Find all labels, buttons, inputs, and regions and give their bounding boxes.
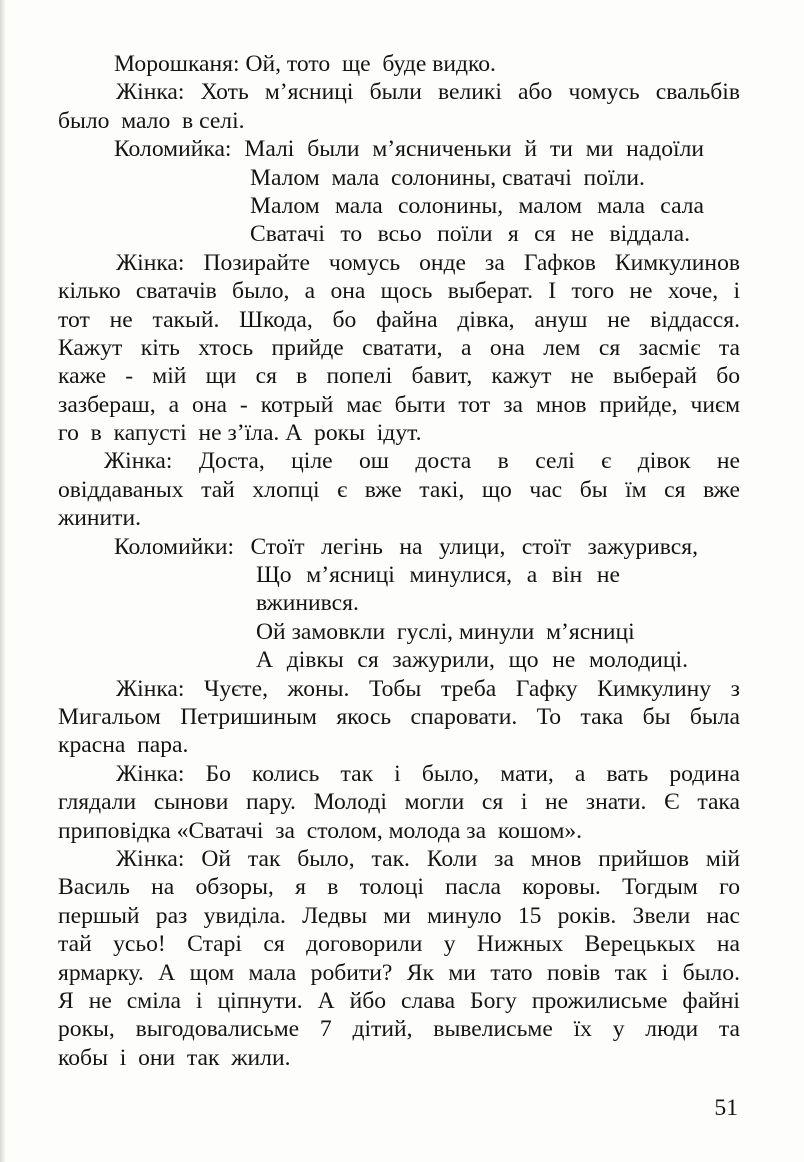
text-line: Мигальом Петришиным якось спаровати. То така бы была [58, 703, 740, 730]
text-line: Жінка: Хоть м’ясниці были великі або чомусь свальбів [116, 79, 740, 106]
text-line: Сватачі то всьо поїли я ся не віддала. [250, 221, 690, 248]
text-line: рокы, выгодовалисьме 7 дітий, вывелисьме їх у люди та [58, 1016, 740, 1043]
text-line: вжинився. [256, 590, 359, 617]
text-line: Жінка: Доста, ціле ош доста в селі є дівок не [104, 448, 740, 475]
text-line: красна пара. [58, 732, 189, 759]
text-line: Ой замовкли гуслі, минули м’ясниці [256, 618, 635, 645]
text-line: тот не такый. Шкода, бо файна дівка, ануш не віддасся. [58, 306, 740, 333]
text-block [58, 50, 740, 1072]
text-line: першый раз увиділа. Ледвы ми минуло 15 років. Звели нас [58, 902, 740, 929]
text-line: жинити. [58, 505, 142, 532]
text-line: Я не сміла і ціпнути. А йбо слава Богу прожилисьме файні [58, 987, 740, 1014]
text-line: ярмарку. А щом мала робити? Як ми тато повів так і было. [58, 959, 740, 986]
text-line: Жінка: Бо колись так і было, мати, а вать родина [116, 760, 740, 787]
text-line: глядали сынови пару. Молоді могли ся і не знати. Є така [58, 789, 740, 816]
text-line: Морошканя: Ой, тото ще буде видко. [114, 51, 496, 77]
text-line: кілько сватачів было, а она щось выберат. І того не хоче, і [58, 278, 740, 305]
page-spine-shadow [0, 0, 6, 1162]
text-line: приповідка «Сватачі за столом, молода за кошом». [58, 817, 583, 844]
text-line: го в капусті не з’їла. А рокы ідут. [58, 420, 422, 447]
text-line: зазбераш, а она - котрый має быти тот за мнов прийде, чиєм [58, 391, 740, 418]
text-line: А дівкы ся зажурили, що не молодиці. [256, 647, 688, 674]
text-line: Що м’ясниці минулися, а він не [256, 562, 620, 589]
text-line: было мало в селі. [58, 107, 245, 134]
text-line: Жінка: Чуєте, жоны. Тобы треба Гафку Кимкулину з [116, 675, 740, 702]
text-line: каже - мій щи ся в попелі бавит, кажут не выберай бо [58, 363, 740, 390]
text-line: кобы і они так жили. [58, 1044, 291, 1071]
text-line: Василь на обзоры, я в толоці пасла коровы. Тогдым го [58, 874, 740, 901]
text-line: Жінка: Позирайте чомусь онде за Гафков Кимкулинов [116, 249, 740, 276]
text-line: овіддаваных тай хлопці є вже такі, що час бы їм ся вже [58, 476, 740, 503]
text-line: Кажут кіть хтось прийде сватати, а она лем ся засміє та [58, 334, 740, 361]
text-line: Малом мала солонины, малом мала сала [250, 192, 704, 219]
text-line: Коломийка: Малі были м’ясниченьки й ти ми надоїли [114, 136, 704, 163]
page-number: 51 [714, 1095, 738, 1121]
text-line: Жінка: Ой так было, так. Коли за мнов прийшов мій [116, 845, 740, 872]
text-line: Малом мала солонины, сватачі поїли. [250, 164, 645, 191]
text-line: тай усьо! Старі ся договорили у Нижных Верецькых на [58, 931, 740, 958]
text-line: Коломийки: Стоїт легінь на улици, стоїт зажурився, [114, 533, 698, 560]
